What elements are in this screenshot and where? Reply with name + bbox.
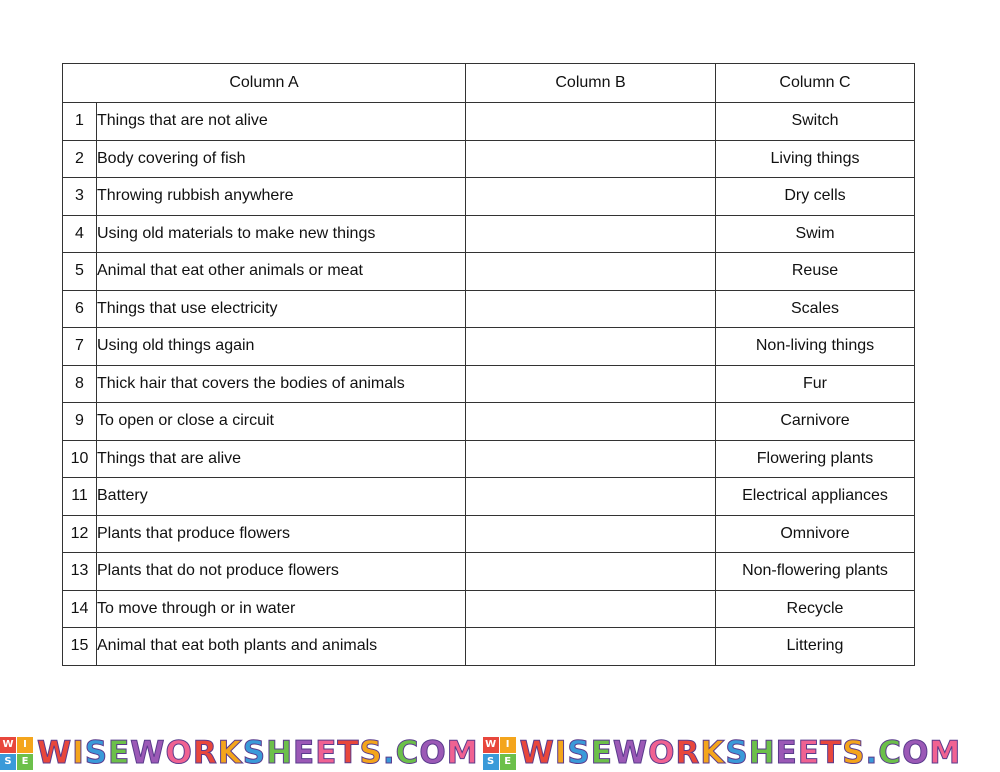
wiseworksheets-logo-repeat — [483, 735, 962, 771]
column-c-cell: Flowering plants — [716, 440, 915, 478]
column-b-answer-cell[interactable] — [466, 178, 716, 216]
column-c-cell: Recycle — [716, 590, 915, 628]
table-row — [63, 590, 915, 628]
table-row — [63, 440, 915, 478]
row-number: 11 — [63, 478, 97, 516]
column-c-cell: Dry cells — [716, 178, 915, 216]
row-number: 10 — [63, 440, 97, 478]
column-b-answer-cell[interactable] — [466, 328, 716, 366]
column-c-cell: Living things — [716, 140, 915, 178]
column-b-answer-cell[interactable] — [466, 553, 716, 591]
column-a-cell: Animal that eat both plants and animals — [97, 628, 466, 666]
wiseworksheets-logo — [0, 735, 479, 771]
column-b-answer-cell[interactable] — [466, 215, 716, 253]
column-c-cell: Switch — [716, 103, 915, 141]
column-c-cell: Swim — [716, 215, 915, 253]
table-row — [63, 215, 915, 253]
column-b-answer-cell[interactable] — [466, 403, 716, 441]
column-b-answer-cell[interactable] — [466, 290, 716, 328]
table-row — [63, 178, 915, 216]
table-row — [63, 365, 915, 403]
column-a-cell: To open or close a circuit — [97, 403, 466, 441]
table-row — [63, 515, 915, 553]
table-row — [63, 328, 915, 366]
column-a-cell: Animal that eat other animals or meat — [97, 253, 466, 291]
column-b-answer-cell[interactable] — [466, 515, 716, 553]
column-a-cell: Things that are not alive — [97, 103, 466, 141]
column-b-answer-cell[interactable] — [466, 140, 716, 178]
row-number: 8 — [63, 365, 97, 403]
row-number: 6 — [63, 290, 97, 328]
logo-blocks-icon: W I S E — [483, 737, 516, 770]
table-row — [63, 290, 915, 328]
column-c-cell: Electrical appliances — [716, 478, 915, 516]
column-a-cell: Plants that produce flowers — [97, 515, 466, 553]
table-row — [63, 253, 915, 291]
table-row — [63, 403, 915, 441]
header-row — [63, 64, 915, 103]
row-number: 15 — [63, 628, 97, 666]
column-a-cell: To move through or in water — [97, 590, 466, 628]
column-c-cell: Non-living things — [716, 328, 915, 366]
table-row — [63, 103, 915, 141]
column-c-cell: Omnivore — [716, 515, 915, 553]
logo-blocks-icon: W I S E — [0, 737, 33, 770]
footer-watermark — [0, 734, 1000, 772]
row-number: 12 — [63, 515, 97, 553]
row-number: 14 — [63, 590, 97, 628]
column-a-cell: Throwing rubbish anywhere — [97, 178, 466, 216]
column-c-cell: Carnivore — [716, 403, 915, 441]
row-number: 5 — [63, 253, 97, 291]
column-c-cell: Reuse — [716, 253, 915, 291]
column-a-cell: Things that use electricity — [97, 290, 466, 328]
column-a-cell: Plants that do not produce flowers — [97, 553, 466, 591]
column-b-answer-cell[interactable] — [466, 365, 716, 403]
column-b-answer-cell[interactable] — [466, 253, 716, 291]
column-a-cell: Using old materials to make new things — [97, 215, 466, 253]
column-b-answer-cell[interactable] — [466, 478, 716, 516]
column-a-cell: Body covering of fish — [97, 140, 466, 178]
row-number: 3 — [63, 178, 97, 216]
table-row — [63, 140, 915, 178]
table-row — [63, 553, 915, 591]
column-b-answer-cell[interactable] — [466, 628, 716, 666]
row-number: 7 — [63, 328, 97, 366]
logo-text: WISEWORKSHEETS.COM — [519, 735, 962, 771]
column-b-answer-cell[interactable] — [466, 103, 716, 141]
column-a-cell: Using old things again — [97, 328, 466, 366]
row-number: 4 — [63, 215, 97, 253]
row-number: 9 — [63, 403, 97, 441]
column-a-cell: Thick hair that covers the bodies of animals — [97, 365, 466, 403]
column-a-cell: Battery — [97, 478, 466, 516]
column-c-cell: Fur — [716, 365, 915, 403]
column-c-cell: Non-flowering plants — [716, 553, 915, 591]
column-b-header: Column B — [466, 64, 716, 103]
logo-text: WISEWORKSHEETS.COM — [37, 735, 479, 771]
column-c-cell: Scales — [716, 290, 915, 328]
column-b-answer-cell[interactable] — [466, 440, 716, 478]
matching-worksheet-table — [62, 63, 915, 666]
row-number: 1 — [63, 103, 97, 141]
column-a-cell: Things that are alive — [97, 440, 466, 478]
column-c-cell: Littering — [716, 628, 915, 666]
column-c-header: Column C — [716, 64, 915, 103]
table-row — [63, 478, 915, 516]
table-row — [63, 628, 915, 666]
column-b-answer-cell[interactable] — [466, 590, 716, 628]
column-a-header: Column A — [63, 64, 466, 103]
row-number: 13 — [63, 553, 97, 591]
row-number: 2 — [63, 140, 97, 178]
